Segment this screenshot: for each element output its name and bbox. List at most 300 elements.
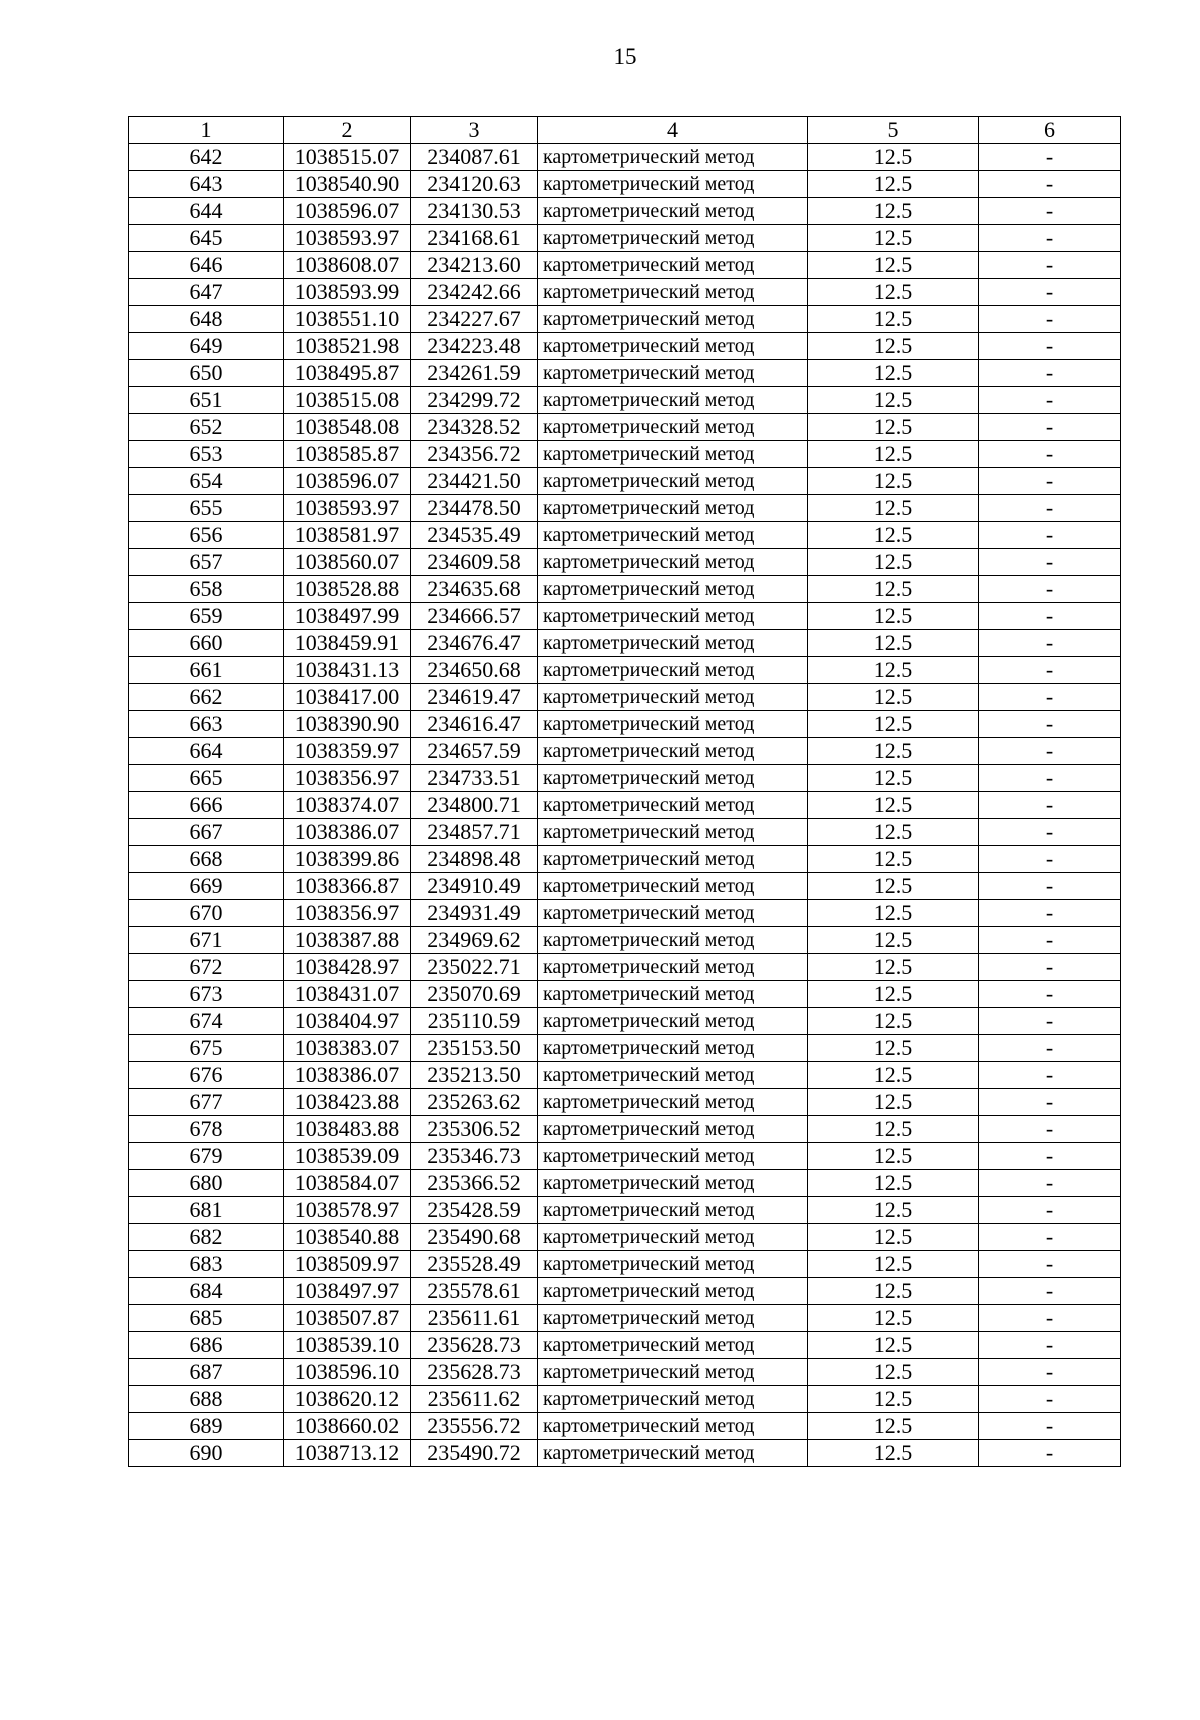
note-cell: - [979,225,1121,252]
table-row [129,252,1121,279]
y-coordinate-cell: 235213.50 [411,1062,538,1089]
y-coordinate-cell: 235110.59 [411,1008,538,1035]
method-cell: картометрический метод [538,765,808,792]
table-row [129,1089,1121,1116]
point-number-cell: 690 [129,1440,284,1467]
table-row [129,1305,1121,1332]
y-coordinate-cell: 234733.51 [411,765,538,792]
y-coordinate-cell: 234261.59 [411,360,538,387]
note-cell: - [979,873,1121,900]
method-cell: картометрический метод [538,1116,808,1143]
accuracy-cell: 12.5 [808,1062,979,1089]
accuracy-cell: 12.5 [808,441,979,468]
accuracy-cell: 12.5 [808,738,979,765]
method-cell: картометрический метод [538,1224,808,1251]
header-cell-5: 5 [808,117,979,144]
accuracy-cell: 12.5 [808,171,979,198]
method-cell: картометрический метод [538,333,808,360]
note-cell: - [979,333,1121,360]
point-number-cell: 670 [129,900,284,927]
x-coordinate-cell: 1038548.08 [284,414,411,441]
x-coordinate-cell: 1038581.97 [284,522,411,549]
x-coordinate-cell: 1038539.09 [284,1143,411,1170]
method-cell: картометрический метод [538,1359,808,1386]
x-coordinate-cell: 1038428.97 [284,954,411,981]
table-row [129,1386,1121,1413]
y-coordinate-cell: 234299.72 [411,387,538,414]
method-cell: картометрический метод [538,981,808,1008]
accuracy-cell: 12.5 [808,549,979,576]
accuracy-cell: 12.5 [808,657,979,684]
note-cell: - [979,1332,1121,1359]
method-cell: картометрический метод [538,630,808,657]
accuracy-cell: 12.5 [808,252,979,279]
y-coordinate-cell: 235528.49 [411,1251,538,1278]
accuracy-cell: 12.5 [808,468,979,495]
y-coordinate-cell: 234650.68 [411,657,538,684]
header-cell-6: 6 [979,117,1121,144]
x-coordinate-cell: 1038596.07 [284,198,411,225]
y-coordinate-cell: 235556.72 [411,1413,538,1440]
table-row [129,1008,1121,1035]
point-number-cell: 644 [129,198,284,225]
method-cell: картометрический метод [538,1386,808,1413]
point-number-cell: 662 [129,684,284,711]
accuracy-cell: 12.5 [808,144,979,171]
y-coordinate-cell: 235628.73 [411,1359,538,1386]
method-cell: картометрический метод [538,819,808,846]
y-coordinate-cell: 234616.47 [411,711,538,738]
y-coordinate-cell: 235366.52 [411,1170,538,1197]
table-row [129,360,1121,387]
table-row [129,873,1121,900]
accuracy-cell: 12.5 [808,1440,979,1467]
table-row [129,279,1121,306]
x-coordinate-cell: 1038660.02 [284,1413,411,1440]
y-coordinate-cell: 234356.72 [411,441,538,468]
note-cell: - [979,900,1121,927]
accuracy-cell: 12.5 [808,900,979,927]
method-cell: картометрический метод [538,711,808,738]
accuracy-cell: 12.5 [808,981,979,1008]
point-number-cell: 649 [129,333,284,360]
table-row [129,1251,1121,1278]
method-cell: картометрический метод [538,495,808,522]
note-cell: - [979,738,1121,765]
method-cell: картометрический метод [538,684,808,711]
note-cell: - [979,306,1121,333]
accuracy-cell: 12.5 [808,1332,979,1359]
x-coordinate-cell: 1038374.07 [284,792,411,819]
point-number-cell: 682 [129,1224,284,1251]
method-cell: картометрический метод [538,738,808,765]
y-coordinate-cell: 235490.68 [411,1224,538,1251]
note-cell: - [979,792,1121,819]
point-number-cell: 687 [129,1359,284,1386]
point-number-cell: 684 [129,1278,284,1305]
accuracy-cell: 12.5 [808,1089,979,1116]
accuracy-cell: 12.5 [808,414,979,441]
accuracy-cell: 12.5 [808,792,979,819]
table-row [129,684,1121,711]
note-cell: - [979,1008,1121,1035]
table-row [129,792,1121,819]
point-number-cell: 658 [129,576,284,603]
table-row [129,1197,1121,1224]
table-row [129,657,1121,684]
accuracy-cell: 12.5 [808,522,979,549]
note-cell: - [979,1251,1121,1278]
accuracy-cell: 12.5 [808,684,979,711]
note-cell: - [979,1170,1121,1197]
accuracy-cell: 12.5 [808,1197,979,1224]
method-cell: картометрический метод [538,1089,808,1116]
x-coordinate-cell: 1038497.97 [284,1278,411,1305]
accuracy-cell: 12.5 [808,1116,979,1143]
accuracy-cell: 12.5 [808,1413,979,1440]
note-cell: - [979,495,1121,522]
note-cell: - [979,1359,1121,1386]
point-number-cell: 677 [129,1089,284,1116]
method-cell: картометрический метод [538,1035,808,1062]
header-row [129,117,1121,144]
table-row [129,738,1121,765]
point-number-cell: 650 [129,360,284,387]
y-coordinate-cell: 234666.57 [411,603,538,630]
method-cell: картометрический метод [538,252,808,279]
x-coordinate-cell: 1038540.88 [284,1224,411,1251]
note-cell: - [979,630,1121,657]
accuracy-cell: 12.5 [808,333,979,360]
x-coordinate-cell: 1038584.07 [284,1170,411,1197]
y-coordinate-cell: 235070.69 [411,981,538,1008]
y-coordinate-cell: 234635.68 [411,576,538,603]
accuracy-cell: 12.5 [808,576,979,603]
method-cell: картометрический метод [538,1170,808,1197]
point-number-cell: 664 [129,738,284,765]
point-number-cell: 669 [129,873,284,900]
table-row [129,549,1121,576]
table-row [129,522,1121,549]
point-number-cell: 651 [129,387,284,414]
note-cell: - [979,360,1121,387]
method-cell: картометрический метод [538,1278,808,1305]
method-cell: картометрический метод [538,576,808,603]
y-coordinate-cell: 235578.61 [411,1278,538,1305]
x-coordinate-cell: 1038608.07 [284,252,411,279]
table-row [129,603,1121,630]
x-coordinate-cell: 1038359.97 [284,738,411,765]
method-cell: картометрический метод [538,306,808,333]
note-cell: - [979,765,1121,792]
point-number-cell: 642 [129,144,284,171]
accuracy-cell: 12.5 [808,1224,979,1251]
y-coordinate-cell: 234609.58 [411,549,538,576]
accuracy-cell: 12.5 [808,495,979,522]
table-row [129,1035,1121,1062]
method-cell: картометрический метод [538,927,808,954]
x-coordinate-cell: 1038593.97 [284,225,411,252]
y-coordinate-cell: 235611.62 [411,1386,538,1413]
table-row [129,819,1121,846]
method-cell: картометрический метод [538,387,808,414]
table-header [129,117,1121,144]
note-cell: - [979,1116,1121,1143]
page-number: 15 [613,44,637,69]
table-row [129,144,1121,171]
note-cell: - [979,1413,1121,1440]
method-cell: картометрический метод [538,657,808,684]
x-coordinate-cell: 1038399.86 [284,846,411,873]
y-coordinate-cell: 235263.62 [411,1089,538,1116]
method-cell: картометрический метод [538,873,808,900]
table-row [129,765,1121,792]
point-number-cell: 668 [129,846,284,873]
note-cell: - [979,1305,1121,1332]
accuracy-cell: 12.5 [808,1305,979,1332]
method-cell: картометрический метод [538,1251,808,1278]
y-coordinate-cell: 234931.49 [411,900,538,927]
note-cell: - [979,954,1121,981]
y-coordinate-cell: 234657.59 [411,738,538,765]
point-number-cell: 656 [129,522,284,549]
method-cell: картометрический метод [538,603,808,630]
x-coordinate-cell: 1038593.97 [284,495,411,522]
note-cell: - [979,144,1121,171]
table-row [129,495,1121,522]
x-coordinate-cell: 1038551.10 [284,306,411,333]
y-coordinate-cell: 234421.50 [411,468,538,495]
accuracy-cell: 12.5 [808,954,979,981]
method-cell: картометрический метод [538,900,808,927]
y-coordinate-cell: 234120.63 [411,171,538,198]
point-number-cell: 672 [129,954,284,981]
y-coordinate-cell: 234969.62 [411,927,538,954]
x-coordinate-cell: 1038423.88 [284,1089,411,1116]
x-coordinate-cell: 1038390.90 [284,711,411,738]
accuracy-cell: 12.5 [808,1386,979,1413]
table-row [129,414,1121,441]
table-row [129,468,1121,495]
y-coordinate-cell: 234227.67 [411,306,538,333]
note-cell: - [979,1089,1121,1116]
method-cell: картометрический метод [538,414,808,441]
y-coordinate-cell: 235346.73 [411,1143,538,1170]
header-cell-2: 2 [284,117,411,144]
point-number-cell: 645 [129,225,284,252]
accuracy-cell: 12.5 [808,1035,979,1062]
coordinates-table [128,116,1121,1467]
note-cell: - [979,1224,1121,1251]
accuracy-cell: 12.5 [808,630,979,657]
point-number-cell: 647 [129,279,284,306]
point-number-cell: 681 [129,1197,284,1224]
y-coordinate-cell: 234898.48 [411,846,538,873]
method-cell: картометрический метод [538,1440,808,1467]
table-row [129,954,1121,981]
y-coordinate-cell: 235428.59 [411,1197,538,1224]
accuracy-cell: 12.5 [808,279,979,306]
x-coordinate-cell: 1038404.97 [284,1008,411,1035]
point-number-cell: 661 [129,657,284,684]
y-coordinate-cell: 235611.61 [411,1305,538,1332]
table-row [129,711,1121,738]
point-number-cell: 676 [129,1062,284,1089]
note-cell: - [979,171,1121,198]
x-coordinate-cell: 1038386.07 [284,1062,411,1089]
table-row [129,900,1121,927]
method-cell: картометрический метод [538,225,808,252]
accuracy-cell: 12.5 [808,360,979,387]
table-row [129,1170,1121,1197]
method-cell: картометрический метод [538,441,808,468]
note-cell: - [979,1278,1121,1305]
table-row [129,630,1121,657]
accuracy-cell: 12.5 [808,1251,979,1278]
y-coordinate-cell: 234619.47 [411,684,538,711]
y-coordinate-cell: 234242.66 [411,279,538,306]
x-coordinate-cell: 1038387.88 [284,927,411,954]
accuracy-cell: 12.5 [808,306,979,333]
x-coordinate-cell: 1038459.91 [284,630,411,657]
note-cell: - [979,522,1121,549]
y-coordinate-cell: 234168.61 [411,225,538,252]
x-coordinate-cell: 1038596.07 [284,468,411,495]
note-cell: - [979,711,1121,738]
x-coordinate-cell: 1038515.08 [284,387,411,414]
header-cell-3: 3 [411,117,538,144]
table-row [129,1143,1121,1170]
table-row [129,576,1121,603]
accuracy-cell: 12.5 [808,225,979,252]
method-cell: картометрический метод [538,279,808,306]
x-coordinate-cell: 1038578.97 [284,1197,411,1224]
note-cell: - [979,981,1121,1008]
point-number-cell: 652 [129,414,284,441]
method-cell: картометрический метод [538,171,808,198]
note-cell: - [979,198,1121,225]
method-cell: картометрический метод [538,792,808,819]
point-number-cell: 648 [129,306,284,333]
x-coordinate-cell: 1038507.87 [284,1305,411,1332]
note-cell: - [979,468,1121,495]
point-number-cell: 663 [129,711,284,738]
accuracy-cell: 12.5 [808,873,979,900]
table-row [129,1440,1121,1467]
note-cell: - [979,576,1121,603]
y-coordinate-cell: 234087.61 [411,144,538,171]
method-cell: картометрический метод [538,144,808,171]
note-cell: - [979,279,1121,306]
point-number-cell: 685 [129,1305,284,1332]
accuracy-cell: 12.5 [808,846,979,873]
note-cell: - [979,549,1121,576]
method-cell: картометрический метод [538,1143,808,1170]
y-coordinate-cell: 234328.52 [411,414,538,441]
point-number-cell: 689 [129,1413,284,1440]
method-cell: картометрический метод [538,522,808,549]
x-coordinate-cell: 1038386.07 [284,819,411,846]
note-cell: - [979,819,1121,846]
note-cell: - [979,1062,1121,1089]
table-row [129,441,1121,468]
table-row [129,1332,1121,1359]
note-cell: - [979,927,1121,954]
method-cell: картометрический метод [538,198,808,225]
method-cell: картометрический метод [538,1062,808,1089]
table-row [129,1413,1121,1440]
note-cell: - [979,846,1121,873]
y-coordinate-cell: 235628.73 [411,1332,538,1359]
x-coordinate-cell: 1038560.07 [284,549,411,576]
table-row [129,1278,1121,1305]
point-number-cell: 657 [129,549,284,576]
x-coordinate-cell: 1038356.97 [284,900,411,927]
table-row [129,927,1121,954]
note-cell: - [979,441,1121,468]
x-coordinate-cell: 1038713.12 [284,1440,411,1467]
point-number-cell: 654 [129,468,284,495]
point-number-cell: 666 [129,792,284,819]
point-number-cell: 678 [129,1116,284,1143]
y-coordinate-cell: 234213.60 [411,252,538,279]
note-cell: - [979,684,1121,711]
x-coordinate-cell: 1038431.13 [284,657,411,684]
x-coordinate-cell: 1038539.10 [284,1332,411,1359]
y-coordinate-cell: 234223.48 [411,333,538,360]
point-number-cell: 679 [129,1143,284,1170]
point-number-cell: 680 [129,1170,284,1197]
y-coordinate-cell: 235306.52 [411,1116,538,1143]
accuracy-cell: 12.5 [808,603,979,630]
method-cell: картометрический метод [538,360,808,387]
accuracy-cell: 12.5 [808,1008,979,1035]
accuracy-cell: 12.5 [808,1170,979,1197]
x-coordinate-cell: 1038383.07 [284,1035,411,1062]
x-coordinate-cell: 1038585.87 [284,441,411,468]
y-coordinate-cell: 235490.72 [411,1440,538,1467]
note-cell: - [979,1035,1121,1062]
point-number-cell: 673 [129,981,284,1008]
accuracy-cell: 12.5 [808,198,979,225]
x-coordinate-cell: 1038356.97 [284,765,411,792]
point-number-cell: 683 [129,1251,284,1278]
y-coordinate-cell: 234535.49 [411,522,538,549]
note-cell: - [979,1143,1121,1170]
note-cell: - [979,414,1121,441]
method-cell: картометрический метод [538,1332,808,1359]
point-number-cell: 686 [129,1332,284,1359]
x-coordinate-cell: 1038417.00 [284,684,411,711]
table-row [129,198,1121,225]
accuracy-cell: 12.5 [808,927,979,954]
header-cell-1: 1 [129,117,284,144]
table-row [129,306,1121,333]
note-cell: - [979,387,1121,414]
y-coordinate-cell: 234676.47 [411,630,538,657]
note-cell: - [979,1440,1121,1467]
note-cell: - [979,657,1121,684]
y-coordinate-cell: 235153.50 [411,1035,538,1062]
x-coordinate-cell: 1038509.97 [284,1251,411,1278]
y-coordinate-cell: 234857.71 [411,819,538,846]
accuracy-cell: 12.5 [808,1143,979,1170]
table-row [129,171,1121,198]
method-cell: картометрический метод [538,846,808,873]
x-coordinate-cell: 1038596.10 [284,1359,411,1386]
note-cell: - [979,1197,1121,1224]
table-row [129,1062,1121,1089]
